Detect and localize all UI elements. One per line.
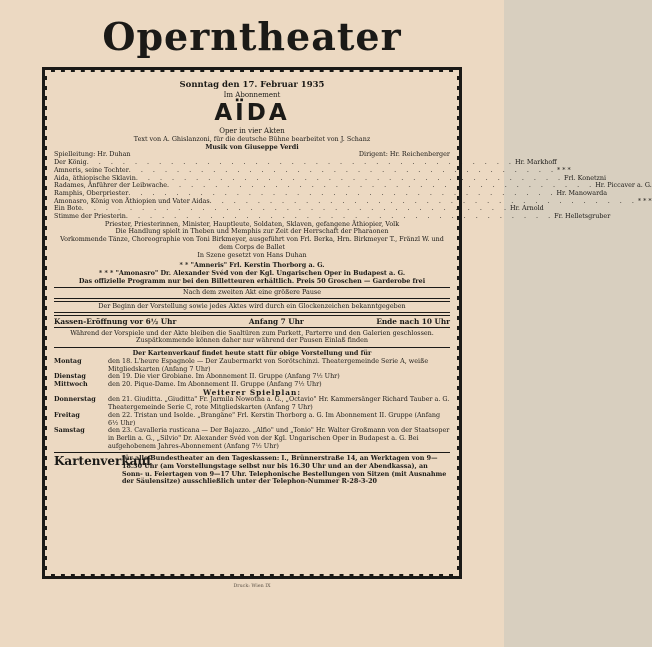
staging-credit: In Szene gesetzt von Hans Duhan [197, 250, 307, 259]
cast-actor: Hr. Piccaver a. G. [595, 181, 652, 190]
leader-dots: . . . . . . . . . . . . . . . . . . . . . . . . . . . . . . . . . . . . [209, 196, 638, 205]
guest-singer-amneris: * * "Amneris" Frl. Kerstin Thorborg a. G. [179, 261, 325, 270]
divider [54, 347, 450, 348]
cast-role: Radames, Anführer der Leibwache [54, 181, 167, 190]
subscription-note: Im Abonnement [223, 91, 281, 99]
leader-dots: . . . . . . . . . . . . . . . . . . . . . . . . . . . . . . . . . . . . [128, 165, 557, 174]
cast-role: Ein Bote [54, 204, 82, 213]
schedule-list [54, 358, 450, 389]
ticket-sales [54, 455, 450, 486]
latecomer-notice: Während der Vorspiele und der Akte bleiben die Saaltüren zum Parkett, Parterre und den Galerien geschlossen. Zuspätkommende können daher nur während der Pausen Einlaß finden [70, 328, 434, 345]
cast-actor: * * * [557, 165, 571, 174]
ensemble-list: Priester, Priesterinnen, Minister, Hauptleute, Soldaten, Sklaven, gefangene Äthiopier, Volk [104, 219, 400, 228]
program-note: Das offizielle Programm nur bei den Billetteuren erhältlich. Preis 50 Groschen — Garderobe frei [78, 276, 426, 285]
ticket-sales-info: für alle Bundestheater an den Tageskassen: I., Brünnerstraße 14, an Werktagen von 9—18.30 Uhr (am Vorstellungstage selbst nur bis 16.30 Uhr und an der Abendkassa), an Sonn- u. Feiertagen von 9—17 Uhr. Telephonische Bestellungen von Sitzen (mit Ausnahme der Säulensitze) ausschließlich unter der Telephon-Nummer R-28-3-20 [122, 454, 447, 486]
cast-role: Stimme der Priesterin [54, 212, 126, 221]
stage-director: Spielleitung: Hr. Duhan [54, 150, 131, 159]
schedule-day: Montag [54, 356, 82, 365]
cast-role: Amonasro, König von Äthiopien und Vater Aidas [54, 196, 210, 205]
further-plan-heading: Weiterer Spielplan: [202, 387, 302, 397]
schedule-day: Samstag [54, 426, 85, 435]
intermission-note: Nach dem zweiten Akt eine größere Pause [54, 287, 450, 299]
ticket-sales-label: Kartenverkauf [54, 454, 152, 469]
schedule-day: Freitag [54, 410, 80, 419]
cast-actor: Hr. Manowarda [556, 188, 608, 197]
date-line: Sonntag den 17. Februar 1935 [179, 80, 325, 90]
divider [54, 452, 450, 453]
presale-intro: Der Kartenverkauf findet heute statt für obige Vorstellung und für [132, 349, 372, 358]
cast-actor: Fr. Helletsgruber [554, 212, 611, 221]
box-office-time: Kassen-Eröffnung vor 6½ Uhr [54, 316, 177, 326]
performance-times [54, 315, 450, 328]
schedule-entry: den 18. L'heure Espagnole — Der Zaubermarkt von Sorötschinzi. Theatergemeinde Serie A, weiße Mitgliedskarten (Anfang 7 Uhr) [108, 356, 429, 373]
conductor: Dirigent: Hr. Reichenberger [358, 150, 450, 159]
schedule-entry: den 22. Tristan und Isolde. „Brangäne" Frl. Kerstin Thorborg a. G. Im Abonnement II. Gruppe (Anfang 6½ Uhr) [108, 410, 441, 427]
cast-role: Ramphis, Oberpriester [54, 188, 129, 197]
printer-footer: Druck: Wien IX [233, 584, 271, 589]
schedule-entry: den 23. Cavalleria rusticana — Der Bajazzo. „Alfio" und „Tonio" Hr. Walter Großmann von der Staatsoper in Berlin a. G., „Silvio" Dr. Alexander Svéd von der Kgl. Ungarischen Oper in Budapest a. G. Bei aufgehobenem Jahres-Abonnement (Anfang 7½ Uhr) [108, 426, 450, 450]
guest-singer-amonasro: * * * "Amonasro" Dr. Alexander Svéd von der Kgl. Ungarischen Oper in Budapest a. G. [98, 268, 406, 277]
playbill-content [54, 80, 652, 570]
libretto-credit: Text von A. Ghislanzoni, für die deutsche Bühne bearbeitet von J. Schanz [133, 135, 371, 143]
cast-actor: * * * [637, 196, 652, 205]
cast-role: Amneris, seine Tochter [54, 165, 129, 174]
leader-dots: . . . . . . . . . . . . . . . . . . . . . . . . . . . . . . . . . . . . [81, 204, 510, 213]
schedule-entry: den 20. Pique-Dame. Im Abonnement II. Gruppe (Anfang 7½ Uhr) [108, 379, 322, 388]
opera-info: Oper in vier Akten [219, 127, 285, 135]
cast-actor: Hr. Markhoff [514, 158, 557, 167]
bell-note: Der Beginn der Vorstellung sowie jedes Aktes wird durch ein Glockenzeichen bekanntgegeben [54, 301, 450, 313]
dance-credit: Vorkommende Tänze, Choreographie von Toni Birkmeyer, ausgeführt von Frl. Berka, Hrn. Birkmeyer T., Fränzl W. und dem Corps de Ballet [60, 235, 444, 251]
leader-dots: . . . . . . . . . . . . . . . . . . . . . . . . . . . . . . . . . . . . [135, 173, 565, 182]
leader-dots: . . . . . . . . . . . . . . . . . . . . . . . . . . . . . . . . . . . . [166, 181, 596, 190]
cast-role: Aida, äthiopische Sklavin [54, 173, 136, 182]
cast-list [54, 158, 652, 221]
leader-dots: . . . . . . . . . . . . . . . . . . . . . . . . . . . . . . . . . . . . [125, 212, 555, 221]
further-schedule-list [54, 396, 450, 450]
theater-title: Operntheater [102, 14, 402, 59]
end-time: Ende nach 10 Uhr [376, 316, 450, 326]
leader-dots: . . . . . . . . . . . . . . . . . . . . . . . . . . . . . . . . . . . . [128, 188, 557, 197]
schedule-entry: den 19. Die vier Grobiane. Im Abonnement II. Gruppe (Anfang 7½ Uhr) [108, 372, 340, 381]
schedule-day: Mittwoch [54, 379, 88, 388]
cast-role: Der König [54, 158, 87, 167]
schedule-day: Dienstag [54, 372, 86, 381]
cast-actor: Frl. Konetzni [564, 173, 607, 182]
start-time: Anfang 7 Uhr [248, 316, 304, 326]
cast-actor: Hr. Arnold [509, 204, 544, 213]
schedule-entry: den 21. Giuditta. „Giuditta" Fr. Jarmila Nowotna a. G., „Octavio" Hr. Kammersänger Richard Tauber a. G. Theatergemeinde Serie C, rote Mitgliedskarten (Anfang 7 Uhr) [108, 395, 450, 412]
schedule-day: Donnerstag [54, 395, 96, 404]
music-credit: Musik von Giuseppe Verdi [205, 142, 299, 151]
plot-setting: Die Handlung spielt in Theben und Memphis zur Zeit der Herrschaft der Pharaonen [115, 227, 389, 236]
leader-dots: . . . . . . . . . . . . . . . . . . . . . . . . . . . . . . . . . . . . [86, 158, 515, 167]
opera-title: AÏDA [214, 100, 290, 126]
